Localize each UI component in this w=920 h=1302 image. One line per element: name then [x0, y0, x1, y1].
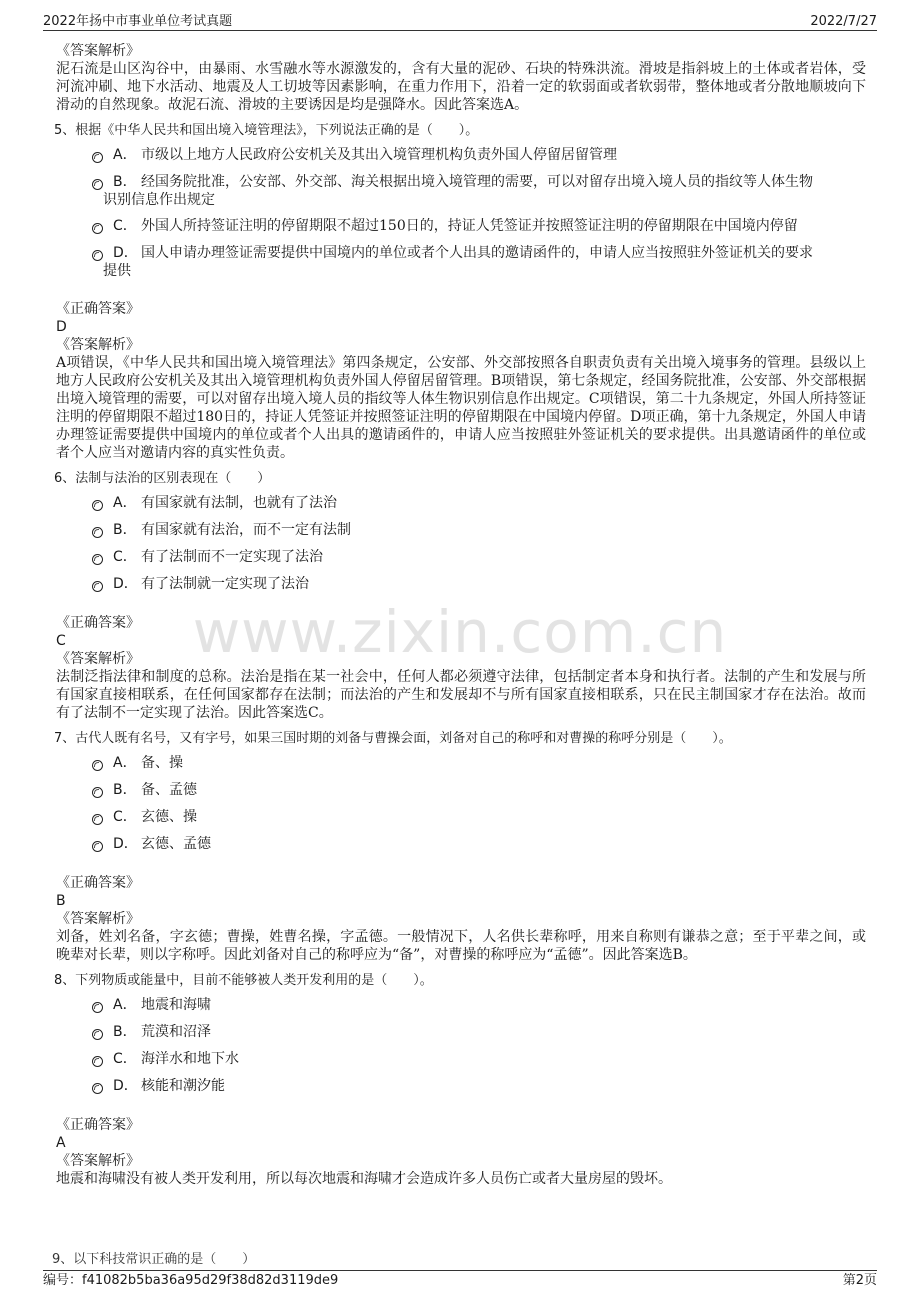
page-content — [56, 42, 866, 1188]
question-5 — [56, 122, 866, 462]
page-number: 第2页 — [842, 1273, 877, 1288]
option-a[interactable] — [92, 494, 866, 512]
question-number: 7、 — [54, 731, 76, 746]
option-text: 市级以上地方人民政府公安机关及其出入境管理机构负责外国人停留居留管理 — [141, 147, 617, 163]
option-text: 玄德、孟德 — [141, 836, 211, 852]
analysis-text: 法制泛指法律和制度的总称。法治是指在某一社会中，任何人都必须遵守法律，包括制定者本身和执行者。法制的产生和发展与所有国家直接相联系，在任何国家都存在法制；而法治的产生和发展却不与所有国家直接相联系，只在民主制国家才存在法治。故而有了法制不一定实现了法治。因此答案选C。 — [56, 669, 866, 721]
question-text: 古代人既有名号，又有字号，如果三国时期的刘备与曹操会面，刘备对自己的称呼和对曹操的称呼分别是（ ）。 — [75, 731, 732, 746]
radio-icon[interactable] — [92, 500, 103, 511]
analysis-label: 《答案解析》 — [56, 911, 140, 927]
option-letter: B． — [113, 1024, 137, 1040]
radio-icon[interactable] — [92, 1029, 103, 1040]
radio-icon[interactable] — [92, 814, 103, 825]
option-letter: B． — [113, 782, 137, 798]
option-letter: A． — [113, 495, 137, 511]
option-letter: D． — [113, 245, 138, 261]
option-letter: C． — [113, 549, 137, 565]
question-text: 下列物质或能量中，目前不能够被人类开发利用的是（ ）。 — [75, 973, 433, 988]
option-text — [103, 244, 866, 280]
question-title — [54, 470, 866, 488]
question-title — [54, 730, 866, 748]
option-c[interactable] — [92, 548, 866, 566]
question-number: 6、 — [54, 471, 76, 486]
radio-icon[interactable] — [92, 527, 103, 538]
option-text: 海洋水和地下水 — [141, 1051, 239, 1067]
question-number: 5、 — [54, 123, 76, 138]
answer-value: B — [56, 893, 66, 909]
answer-label: 《正确答案》 — [56, 875, 140, 891]
option-letter: A． — [113, 147, 137, 163]
answer-label: 《正确答案》 — [56, 1117, 140, 1133]
watermark: www.zixin.com.cn — [192, 598, 728, 666]
radio-icon[interactable] — [92, 1083, 103, 1094]
analysis-label: 《答案解析》 — [56, 651, 140, 667]
question-title — [54, 972, 866, 990]
question-8 — [56, 972, 866, 1188]
option-b[interactable] — [92, 521, 866, 539]
analysis-text: 泥石流是山区沟谷中，由暴雨、水雪融水等水源激发的，含有大量的泥砂、石块的特殊洪流。滑坡是指斜坡上的土体或者岩体，受河流冲刷、地下水活动、地震及人工切坡等因素影响，在重力作用下，沿着一定的软弱面或者软弱带，整体地或者分散地顺坡向下滑动的自然现象。故泥石流、滑坡的主要诱因是均是强降水。因此答案选A。 — [56, 61, 866, 113]
analysis-label: 《答案解析》 — [56, 1153, 140, 1169]
answer-value: C — [56, 633, 66, 649]
option-b[interactable] — [92, 173, 866, 209]
option-letter: B． — [113, 174, 137, 190]
option-letter: A． — [113, 997, 137, 1013]
option-b[interactable] — [92, 781, 866, 799]
question-7 — [56, 730, 866, 964]
question-number: 8、 — [54, 973, 76, 988]
question-title — [54, 122, 866, 140]
option-letter: C． — [113, 1051, 137, 1067]
document-title: 2022年扬中市事业单位考试真题 — [43, 14, 233, 29]
radio-icon[interactable] — [92, 554, 103, 565]
option-text: 玄德、操 — [141, 809, 197, 825]
option-text-cont: 识别信息作出规定 — [103, 192, 215, 208]
option-letter: D． — [113, 1078, 138, 1094]
analysis-label: 《答案解析》 — [56, 43, 140, 59]
option-letter: B． — [113, 522, 137, 538]
radio-icon[interactable] — [92, 1056, 103, 1067]
document-code: 编号：f41082b5ba36a95d29f38d82d3119de9 — [43, 1273, 339, 1288]
radio-icon[interactable] — [92, 223, 103, 234]
document-date: 2022/7/27 — [810, 14, 877, 29]
page-footer — [43, 1270, 877, 1289]
analysis-text: 刘备，姓刘名备，字玄德；曹操，姓曹名操，字孟德。一般情况下，人名供长辈称呼，用来自称则有谦恭之意；至于平辈之间，或晚辈对长辈，则以字称呼。因此刘备对自己的称呼应为“备”，对曹操的称呼应为“孟德”。因此答案选B。 — [56, 929, 866, 963]
option-text-line: 国人申请办理签证需要提供中国境内的单位或者个人出具的邀请函件的，申请人应当按照驻外签证机关的要求 — [141, 245, 813, 261]
radio-icon[interactable] — [92, 250, 103, 261]
option-b[interactable] — [92, 1023, 866, 1041]
option-d[interactable] — [92, 244, 866, 280]
option-letter: D． — [113, 836, 138, 852]
radio-icon[interactable] — [92, 179, 103, 190]
option-text: 备、操 — [141, 755, 183, 771]
question-text: 法制与法治的区别表现在（ ） — [75, 471, 271, 486]
option-text: 有国家就有法治，而不一定有法制 — [141, 522, 351, 538]
answer-value: D — [56, 319, 67, 335]
radio-icon[interactable] — [92, 760, 103, 771]
radio-icon[interactable] — [92, 787, 103, 798]
option-c[interactable] — [92, 1050, 866, 1068]
option-d[interactable] — [92, 1077, 866, 1095]
page-header — [43, 12, 877, 31]
radio-icon[interactable] — [92, 1002, 103, 1013]
option-d[interactable] — [92, 575, 866, 593]
analysis-label: 《答案解析》 — [56, 337, 140, 353]
option-letter: C． — [113, 218, 137, 234]
option-text: 外国人所持签证注明的停留期限不超过150日的，持证人凭签证并按照签证注明的停留期限在中国境内停留 — [141, 218, 798, 234]
option-text: 有国家就有法制，也就有了法治 — [141, 495, 337, 511]
option-letter: D． — [113, 576, 138, 592]
answer-label: 《正确答案》 — [56, 301, 140, 317]
option-a[interactable] — [92, 146, 866, 164]
question-text: 根据《中华人民共和国出境入境管理法》，下列说法正确的是（ ）。 — [75, 123, 479, 138]
option-c[interactable] — [92, 808, 866, 826]
option-text: 有了法制就一定实现了法治 — [141, 576, 309, 592]
option-text: 荒漠和沼泽 — [141, 1024, 211, 1040]
question-6 — [56, 470, 866, 722]
analysis-text: 地震和海啸没有被人类开发利用，所以每次地震和海啸才会造成许多人员伤亡或者大量房屋的毁坏。 — [56, 1171, 672, 1187]
option-letter: A． — [113, 755, 137, 771]
answer-label: 《正确答案》 — [56, 615, 140, 631]
option-text-line: 经国务院批准，公安部、外交部、海关根据出境入境管理的需要，可以对留存出境入境人员的指纹等人体生物 — [141, 174, 813, 190]
option-text: 核能和潮汐能 — [141, 1078, 225, 1094]
radio-icon[interactable] — [92, 581, 103, 592]
option-a[interactable] — [92, 754, 866, 772]
option-a[interactable] — [92, 996, 866, 1014]
next-question-cut-off: 9、以下科技常识正确的是（ ） — [52, 1252, 256, 1267]
option-text-cont: 提供 — [103, 263, 131, 279]
radio-icon[interactable] — [92, 152, 103, 163]
option-c[interactable] — [92, 217, 866, 235]
option-text: 地震和海啸 — [141, 997, 211, 1013]
option-letter: C． — [113, 809, 137, 825]
option-text: 备、孟德 — [141, 782, 197, 798]
option-text: 有了法制而不一定实现了法治 — [141, 549, 323, 565]
radio-icon[interactable] — [92, 841, 103, 852]
option-text — [103, 173, 866, 209]
answer-value: A — [56, 1135, 66, 1151]
analysis-text: A项错误，《中华人民共和国出境入境管理法》第四条规定，公安部、外交部按照各自职责负责有关出境入境事务的管理。县级以上地方人民政府公安机关及其出入境管理机构负责外国人停留居留管理。B项错误，第七条规定，经国务院批准，公安部、外交部根据出境入境管理的需要，可以对留存出境入境人员的指纹等人体生物识别信息作出规定。C项错误，第二十九条规定，外国人所持签证注明的停留期限不超过180日的，持证人凭签证并按照签证注明的停留期限在中国境内停留。D项正确，第十九条规定，外国人申请办理签证需要提供中国境内的单位或者个人出具的邀请函件的，申请人应当按照驻外签证机关的要求提供。出具邀请函件的单位或者个人应当对邀请内容的真实性负责。 — [56, 355, 866, 461]
option-d[interactable] — [92, 835, 866, 853]
